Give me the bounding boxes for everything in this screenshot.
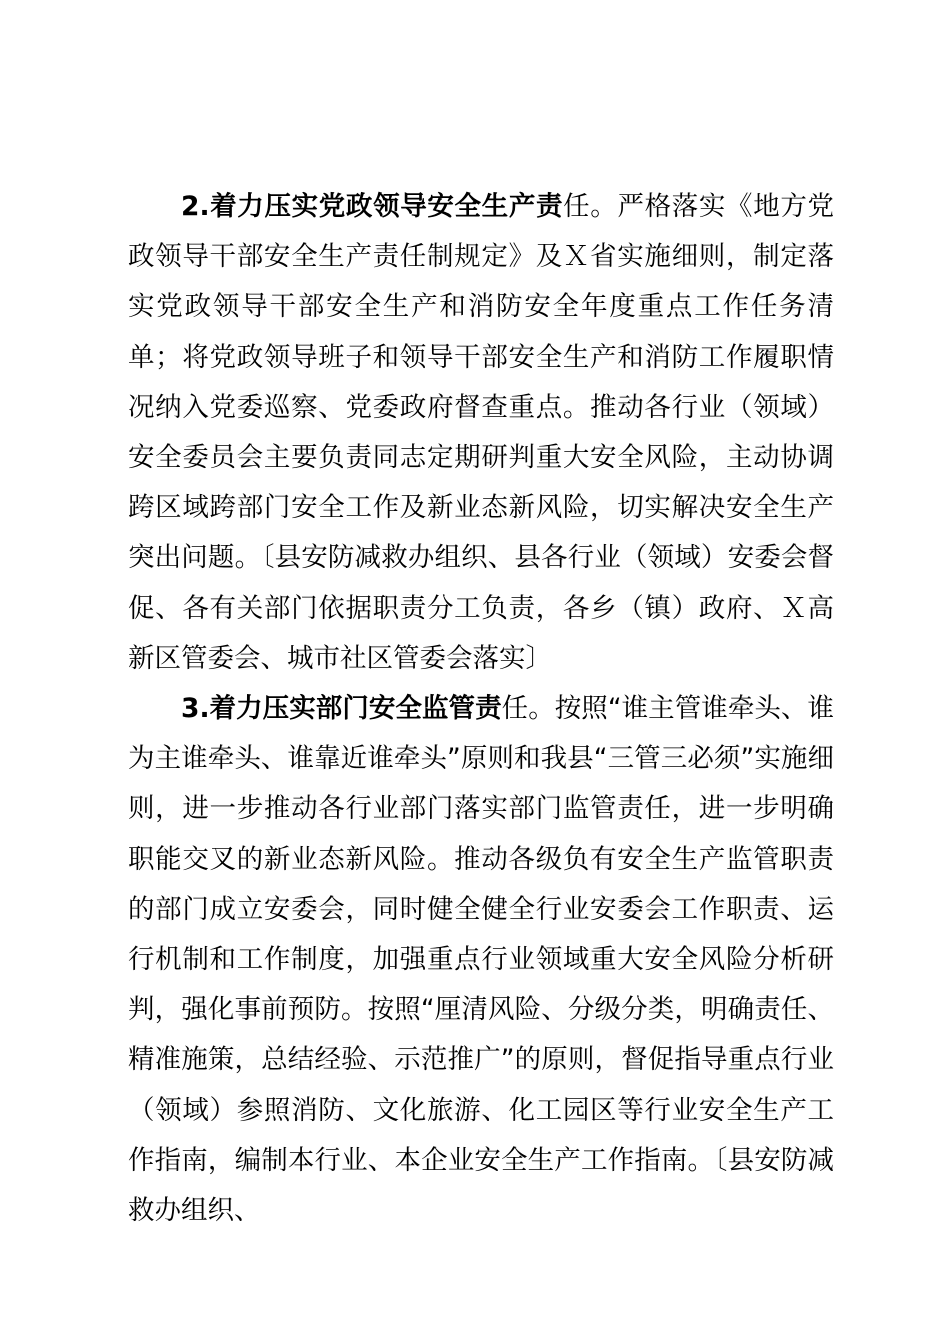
paragraph-3-text: 任。按照“谁主管谁牵头、谁为主谁牵头、谁靠近谁牵头”原则和我县“三管三必须”实施细则，进一步推动各行业部门落实部门监管责任，进一步明确职能交叉的新业态新风险。推动各级负有安全生产监管职责的部门成立安委会，同时健全健全行业安委会工作职责、运行机制和工作制度，加强重点行业领域重大安全风险分析研判，强化事前预防。按照“厘清风险、分级分类，明确责任、精准施策，总结经验、示范推广”的原则，督促指导重点行业（领域）参照消防、文化旅游、化工园区等行业安全生产工作指南，编制本行业、本企业安全生产工作指南。〔县安防减救办组织、 <box>128 693 834 1227</box>
paragraph-3 <box>128 684 834 1236</box>
paragraph-2-text: 任。严格落实《地方党政领导干部安全生产责任制规定》及Ｘ省实施细则，制定落实党政领导干部安全生产和消防安全年度重点工作任务清单；将党政领导班子和领导干部安全生产和消防工作履职情况纳入党委巡察、党委政府督查重点。推动各行业（领域）安全委员会主要负责同志定期研判重大安全风险，主动协调跨区域跨部门安全工作及新业态新风险，切实解决安全生产突出问题。〔县安防减救办组织、县各行业（领域）安委会督促、各有关部门依据职责分工负责，各乡（镇）政府、Ｘ高新区管委会、城市社区管委会落实〕 <box>128 191 835 674</box>
paragraph-2-heading: 2.着力压实党政领导安全生产责 <box>181 191 564 222</box>
paragraph-2 <box>128 182 834 684</box>
document-body <box>128 182 834 1236</box>
paragraph-3-heading: 3.着力压实部门安全监管责 <box>181 693 502 725</box>
